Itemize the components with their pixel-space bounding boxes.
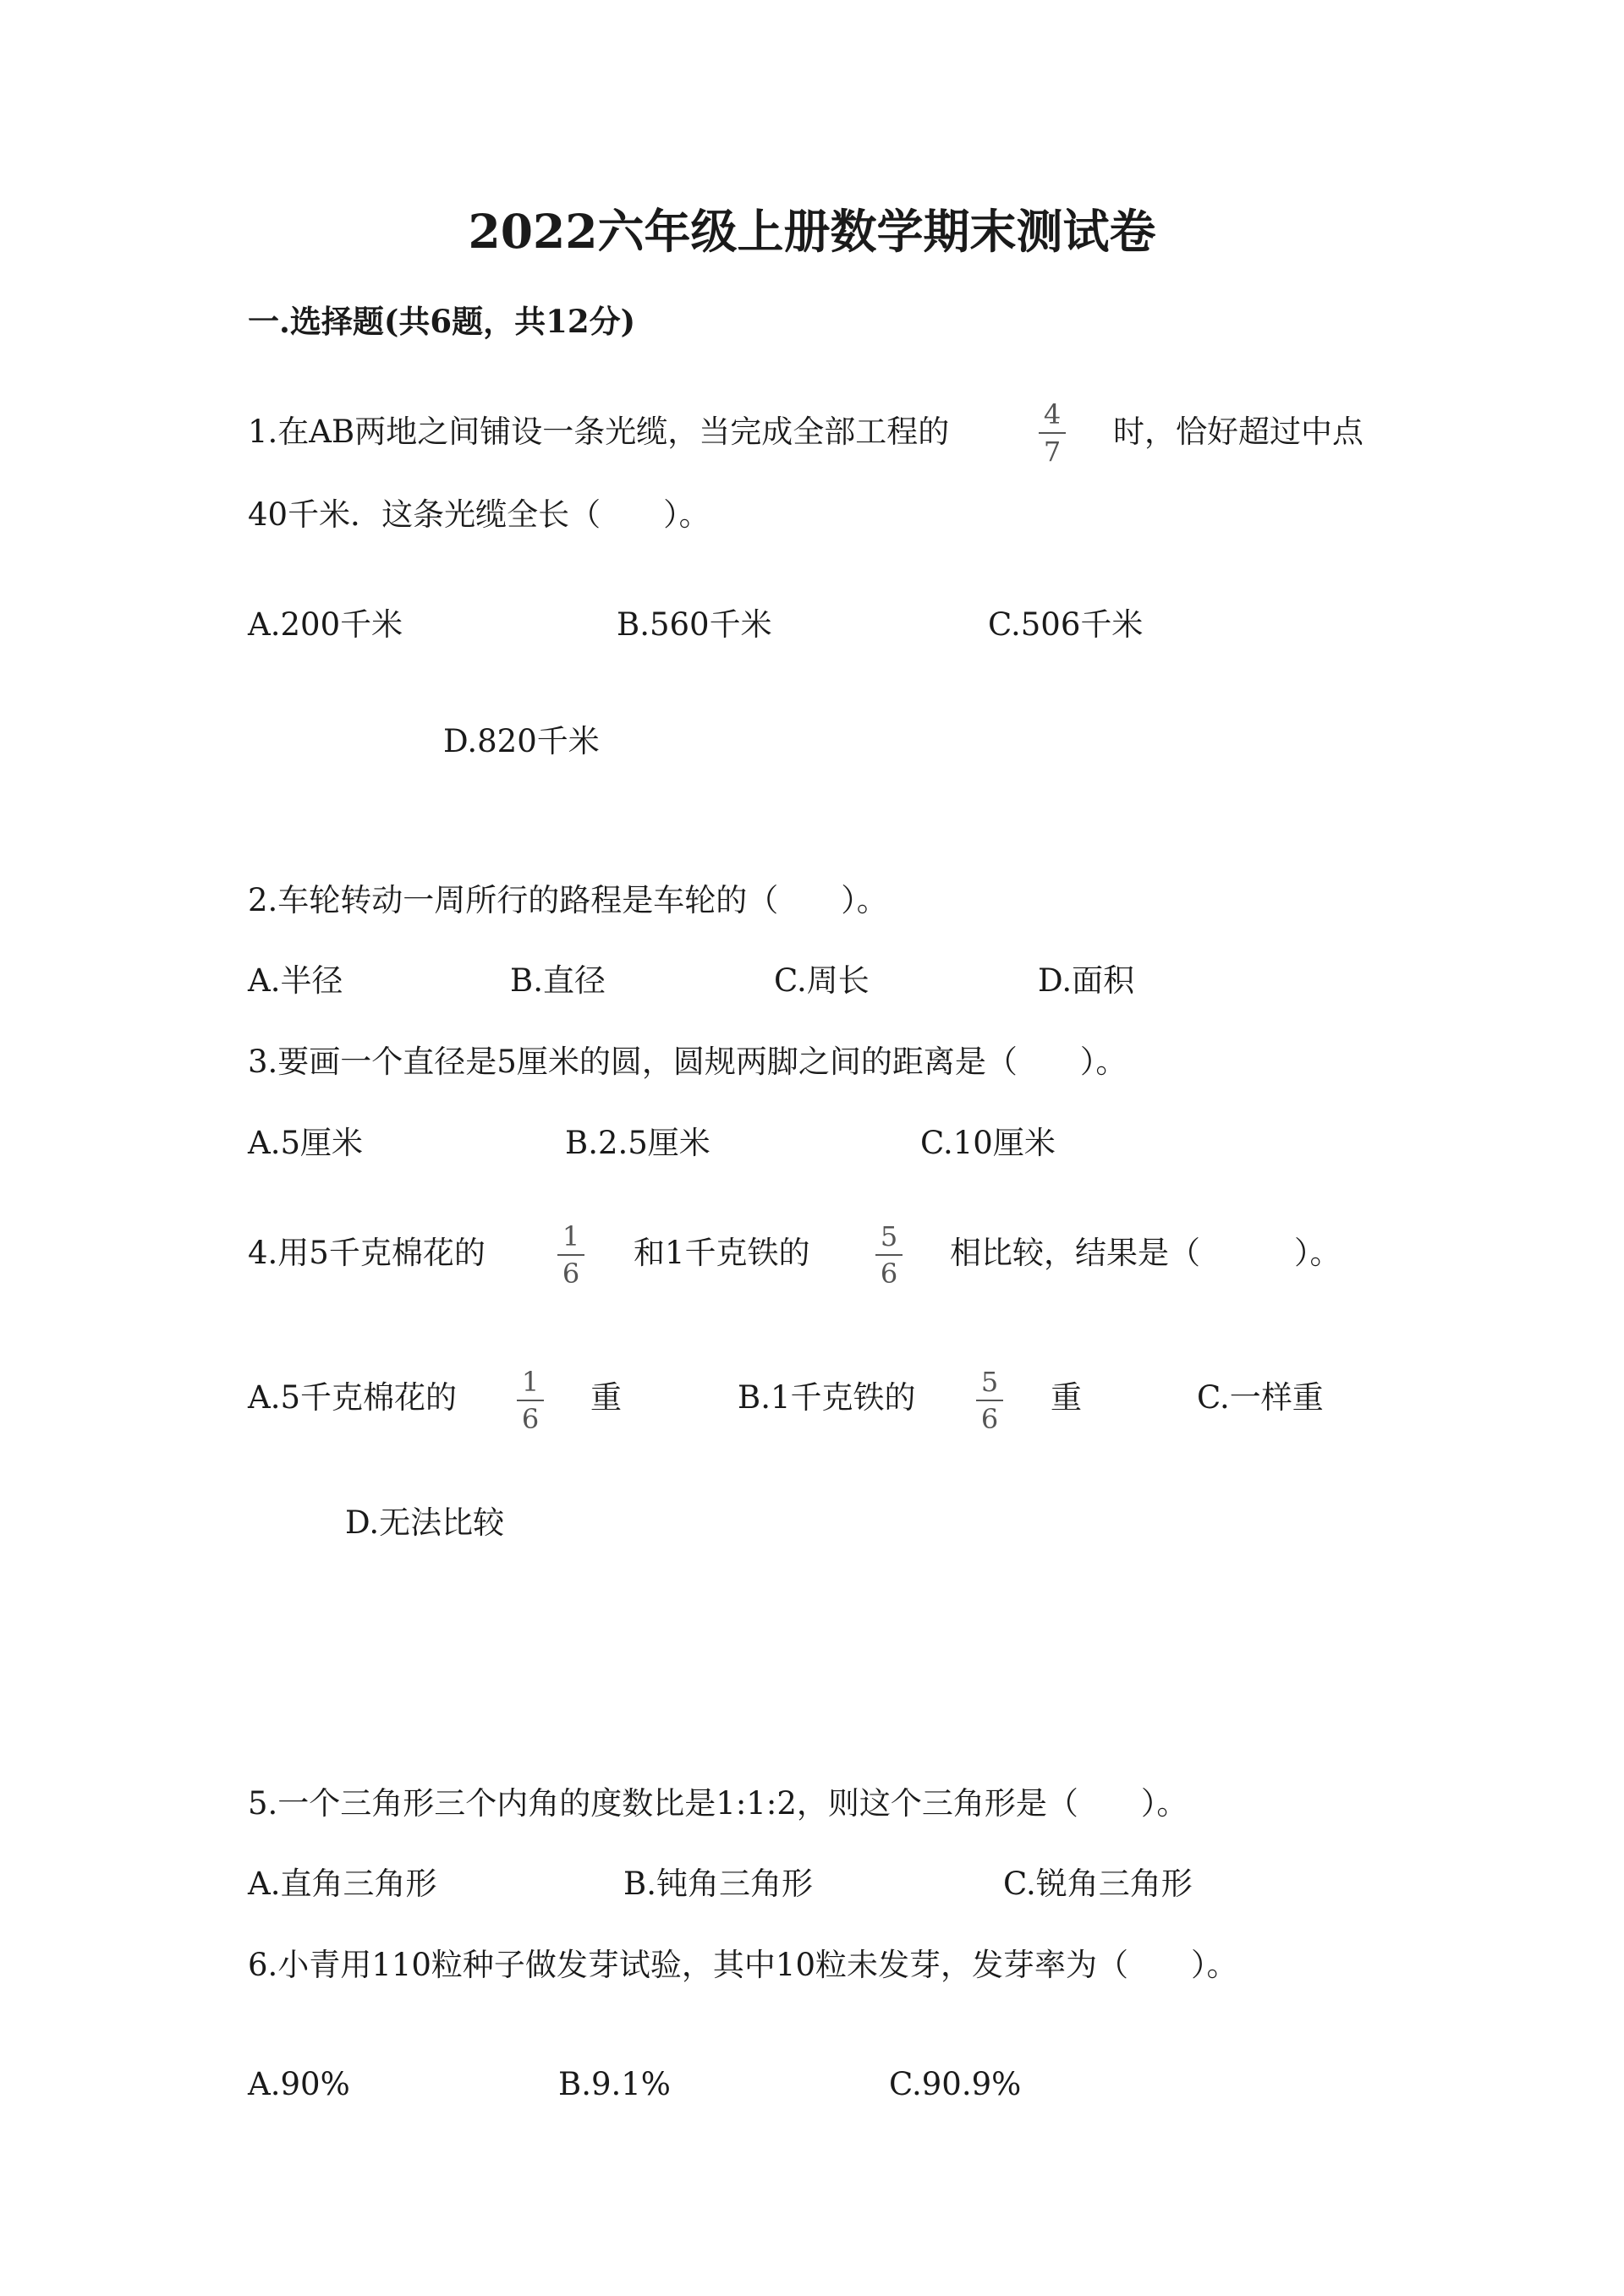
q6-option-b: B.9.1% — [558, 2066, 671, 2102]
q1-option-a: A.200千米 — [248, 606, 403, 643]
q1-option-c: C.506千米 — [988, 606, 1144, 643]
q4-option-b-fraction — [973, 1368, 1007, 1433]
q1-stem-line2: 40千米．这条光缆全长（ ）。 — [248, 496, 710, 533]
q2-stem: 2.车轮转动一周所行的路程是车轮的（ ）。 — [248, 882, 888, 918]
q3-option-c: C.10厘米 — [920, 1125, 1056, 1161]
q1-fraction — [1035, 398, 1069, 468]
q5-option-a: A.直角三角形 — [248, 1866, 437, 1902]
section-heading: 一.选择题(共6题，共12分) — [248, 303, 636, 340]
q4-option-b-fraction-denominator: 6 — [980, 1403, 999, 1435]
q4-option-a-fraction-numerator: 1 — [521, 1366, 540, 1398]
q6-option-c: C.90.9% — [889, 2066, 1022, 2102]
q4-fraction-1-denominator: 6 — [562, 1258, 580, 1290]
page-title: 2022六年级上册数学期末测试卷 — [468, 204, 1156, 259]
q3-option-a: A.5厘米 — [248, 1125, 364, 1161]
q4-option-b-end: 重 — [1051, 1379, 1082, 1416]
q3-option-b: B.2.5厘米 — [565, 1125, 710, 1161]
q4-option-a: A.5千克棉花的 — [248, 1379, 458, 1416]
q4-stem-part2: 和1千克铁的 — [634, 1235, 810, 1271]
q4-option-a-fraction-denominator: 6 — [521, 1403, 540, 1435]
q2-option-d: D.面积 — [1038, 962, 1135, 999]
q4-option-c: C.一样重 — [1197, 1379, 1324, 1416]
q4-fraction-2-denominator: 6 — [880, 1258, 898, 1290]
q4-option-b: B.1千克铁的 — [738, 1379, 916, 1416]
fraction-bar — [875, 1254, 903, 1256]
q3-stem: 3.要画一个直径是5厘米的圆，圆规两脚之间的距离是（ ）。 — [248, 1044, 1127, 1080]
q1-fraction-numerator: 4 — [1043, 398, 1062, 430]
fraction-bar — [517, 1400, 544, 1401]
q4-fraction-2 — [872, 1220, 906, 1290]
q5-option-c: C.锐角三角形 — [1003, 1866, 1193, 1902]
q2-option-b: B.直径 — [510, 962, 606, 999]
fraction-bar — [976, 1400, 1003, 1401]
q5-stem: 5.一个三角形三个内角的度数比是1:1:2，则这个三角形是（ ）。 — [248, 1785, 1188, 1822]
q2-option-c: C.周长 — [774, 962, 870, 999]
q4-fraction-1-numerator: 1 — [562, 1220, 580, 1252]
fraction-bar — [557, 1254, 584, 1256]
q4-option-a-end: 重 — [590, 1379, 622, 1416]
q4-stem-part1: 4.用5千克棉花的 — [248, 1235, 486, 1271]
q4-option-b-fraction-numerator: 5 — [980, 1366, 999, 1398]
q4-fraction-2-numerator: 5 — [880, 1220, 898, 1252]
q6-stem: 6.小青用110粒种子做发芽试验，其中10粒未发芽，发芽率为（ ）。 — [248, 1947, 1238, 1983]
q1-option-d: D.820千米 — [443, 723, 600, 759]
q5-option-b: B.钝角三角形 — [623, 1866, 813, 1902]
q1-option-b: B.560千米 — [617, 606, 772, 643]
q1-fraction-denominator: 7 — [1043, 436, 1062, 468]
q4-stem-part3: 相比较，结果是（ ）。 — [950, 1235, 1341, 1271]
fraction-bar — [1039, 432, 1066, 434]
q4-option-a-fraction — [513, 1368, 547, 1433]
q1-stem-part1: 1.在AB两地之间铺设一条光缆，当完成全部工程的 — [248, 414, 950, 450]
q6-option-a: A.90% — [248, 2066, 350, 2102]
q4-option-d: D.无法比较 — [345, 1504, 505, 1541]
q4-fraction-1 — [554, 1220, 588, 1290]
q2-option-a: A.半径 — [248, 962, 343, 999]
q1-stem-part2: 时，恰好超过中点 — [1113, 414, 1363, 450]
